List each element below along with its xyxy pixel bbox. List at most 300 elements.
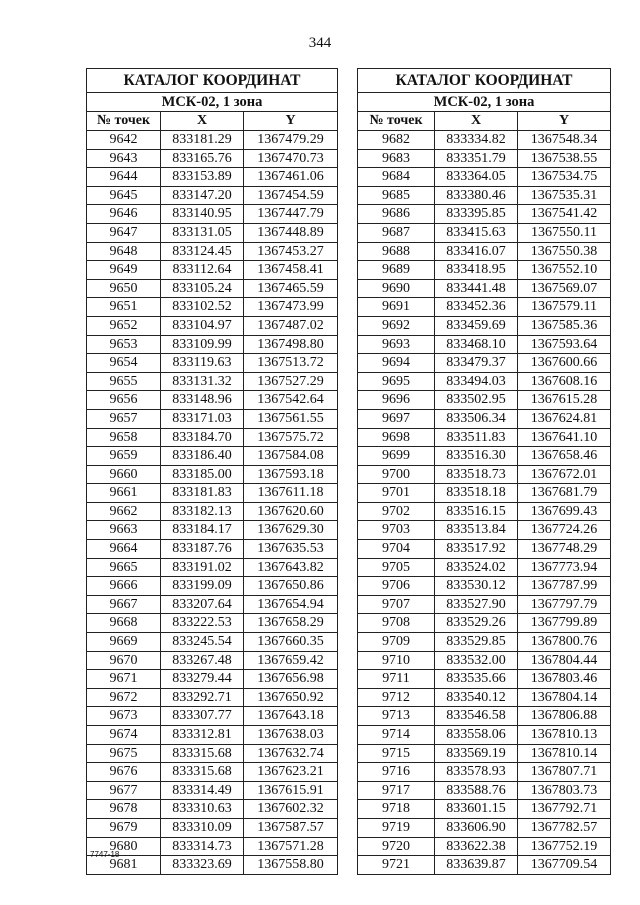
table-row bbox=[358, 781, 611, 800]
x-coordinate-cell: 833524.02 bbox=[435, 558, 518, 577]
point-number-cell: 9647 bbox=[87, 223, 161, 242]
y-coordinate-cell: 1367658.46 bbox=[518, 447, 611, 466]
point-number-cell: 9649 bbox=[87, 261, 161, 280]
point-number-cell: 9691 bbox=[358, 298, 435, 317]
y-coordinate-cell: 1367797.79 bbox=[518, 595, 611, 614]
x-coordinate-cell: 833102.52 bbox=[161, 298, 244, 317]
x-coordinate-cell: 833222.53 bbox=[161, 614, 244, 633]
point-number-cell: 9709 bbox=[358, 633, 435, 652]
table-row bbox=[87, 818, 338, 837]
table-row bbox=[358, 502, 611, 521]
x-coordinate-cell: 833452.36 bbox=[435, 298, 518, 317]
point-number-cell: 9721 bbox=[358, 856, 435, 875]
table-row bbox=[87, 261, 338, 280]
y-coordinate-cell: 1367479.29 bbox=[244, 131, 338, 150]
point-number-cell: 9702 bbox=[358, 502, 435, 521]
x-coordinate-cell: 833181.83 bbox=[161, 484, 244, 503]
table-row bbox=[87, 614, 338, 633]
y-coordinate-cell: 1367650.92 bbox=[244, 688, 338, 707]
table-row bbox=[87, 186, 338, 205]
y-coordinate-cell: 1367534.75 bbox=[518, 168, 611, 187]
table-row bbox=[358, 168, 611, 187]
y-coordinate-cell: 1367487.02 bbox=[244, 316, 338, 335]
x-coordinate-cell: 833187.76 bbox=[161, 540, 244, 559]
y-coordinate-cell: 1367672.01 bbox=[518, 465, 611, 484]
table-row bbox=[87, 633, 338, 652]
point-number-cell: 9675 bbox=[87, 744, 161, 763]
table-row bbox=[87, 856, 338, 875]
point-number-cell: 9674 bbox=[87, 726, 161, 745]
y-coordinate-cell: 1367538.55 bbox=[518, 149, 611, 168]
y-coordinate-cell: 1367659.42 bbox=[244, 651, 338, 670]
y-coordinate-cell: 1367699.43 bbox=[518, 502, 611, 521]
x-coordinate-cell: 833513.84 bbox=[435, 521, 518, 540]
x-coordinate-cell: 833315.68 bbox=[161, 763, 244, 782]
table-row bbox=[87, 335, 338, 354]
x-coordinate-cell: 833310.09 bbox=[161, 818, 244, 837]
x-coordinate-cell: 833418.95 bbox=[435, 261, 518, 280]
y-coordinate-cell: 1367561.55 bbox=[244, 409, 338, 428]
table-row bbox=[87, 279, 338, 298]
table-row bbox=[358, 447, 611, 466]
y-coordinate-cell: 1367641.10 bbox=[518, 428, 611, 447]
table-row bbox=[358, 818, 611, 837]
x-coordinate-cell: 833181.29 bbox=[161, 131, 244, 150]
point-number-cell: 9690 bbox=[358, 279, 435, 298]
point-number-cell: 9653 bbox=[87, 335, 161, 354]
table-row bbox=[87, 726, 338, 745]
point-number-cell: 9719 bbox=[358, 818, 435, 837]
table-row bbox=[87, 428, 338, 447]
y-coordinate-cell: 1367804.44 bbox=[518, 651, 611, 670]
point-number-cell: 9701 bbox=[358, 484, 435, 503]
table-row bbox=[87, 465, 338, 484]
y-coordinate-cell: 1367585.36 bbox=[518, 316, 611, 335]
table-row bbox=[87, 502, 338, 521]
point-number-cell: 9679 bbox=[87, 818, 161, 837]
point-number-cell: 9704 bbox=[358, 540, 435, 559]
point-number-cell: 9642 bbox=[87, 131, 161, 150]
point-number-cell: 9666 bbox=[87, 577, 161, 596]
point-number-cell: 9696 bbox=[358, 391, 435, 410]
table-row bbox=[358, 279, 611, 298]
point-number-cell: 9665 bbox=[87, 558, 161, 577]
x-coordinate-cell: 833558.06 bbox=[435, 726, 518, 745]
table-row bbox=[87, 484, 338, 503]
table-row bbox=[87, 707, 338, 726]
y-coordinate-cell: 1367550.38 bbox=[518, 242, 611, 261]
x-coordinate-cell: 833606.90 bbox=[435, 818, 518, 837]
x-coordinate-cell: 833131.05 bbox=[161, 223, 244, 242]
table-row bbox=[87, 447, 338, 466]
y-coordinate-cell: 1367752.19 bbox=[518, 837, 611, 856]
x-coordinate-cell: 833622.38 bbox=[435, 837, 518, 856]
point-number-cell: 9689 bbox=[358, 261, 435, 280]
x-coordinate-cell: 833314.49 bbox=[161, 781, 244, 800]
y-coordinate-cell: 1367681.79 bbox=[518, 484, 611, 503]
x-coordinate-cell: 833578.93 bbox=[435, 763, 518, 782]
table-row bbox=[87, 205, 338, 224]
point-number-cell: 9715 bbox=[358, 744, 435, 763]
table-row bbox=[358, 577, 611, 596]
y-coordinate-cell: 1367600.66 bbox=[518, 354, 611, 373]
x-coordinate-cell: 833529.26 bbox=[435, 614, 518, 633]
table-row bbox=[358, 242, 611, 261]
point-number-cell: 9645 bbox=[87, 186, 161, 205]
y-coordinate-cell: 1367465.59 bbox=[244, 279, 338, 298]
point-number-cell: 9644 bbox=[87, 168, 161, 187]
y-coordinate-cell: 1367773.94 bbox=[518, 558, 611, 577]
x-coordinate-cell: 833601.15 bbox=[435, 800, 518, 819]
point-number-cell: 9648 bbox=[87, 242, 161, 261]
x-coordinate-cell: 833441.48 bbox=[435, 279, 518, 298]
y-coordinate-cell: 1367615.91 bbox=[244, 781, 338, 800]
x-coordinate-cell: 833516.30 bbox=[435, 447, 518, 466]
table-row bbox=[87, 577, 338, 596]
x-coordinate-cell: 833518.73 bbox=[435, 465, 518, 484]
y-coordinate-cell: 1367792.71 bbox=[518, 800, 611, 819]
x-coordinate-cell: 833171.03 bbox=[161, 409, 244, 428]
y-coordinate-cell: 1367541.42 bbox=[518, 205, 611, 224]
x-coordinate-cell: 833588.76 bbox=[435, 781, 518, 800]
table-row bbox=[358, 744, 611, 763]
y-coordinate-cell: 1367453.27 bbox=[244, 242, 338, 261]
x-coordinate-cell: 833323.69 bbox=[161, 856, 244, 875]
point-number-cell: 9716 bbox=[358, 763, 435, 782]
table-row bbox=[358, 372, 611, 391]
table-row bbox=[87, 521, 338, 540]
y-coordinate-cell: 1367542.64 bbox=[244, 391, 338, 410]
table-row bbox=[87, 558, 338, 577]
table-row bbox=[87, 242, 338, 261]
table-row bbox=[87, 372, 338, 391]
table-row bbox=[87, 837, 338, 856]
table-row bbox=[358, 261, 611, 280]
point-number-cell: 9669 bbox=[87, 633, 161, 652]
table-row bbox=[358, 800, 611, 819]
y-coordinate-cell: 1367602.32 bbox=[244, 800, 338, 819]
x-coordinate-cell: 833140.95 bbox=[161, 205, 244, 224]
x-coordinate-cell: 833518.18 bbox=[435, 484, 518, 503]
y-coordinate-cell: 1367810.14 bbox=[518, 744, 611, 763]
point-number-cell: 9688 bbox=[358, 242, 435, 261]
point-number-cell: 9684 bbox=[358, 168, 435, 187]
table-row bbox=[358, 707, 611, 726]
point-number-cell: 9708 bbox=[358, 614, 435, 633]
y-coordinate-cell: 1367473.99 bbox=[244, 298, 338, 317]
point-number-cell: 9681 bbox=[87, 856, 161, 875]
y-coordinate-cell: 1367458.41 bbox=[244, 261, 338, 280]
y-coordinate-cell: 1367782.57 bbox=[518, 818, 611, 837]
table-row bbox=[358, 131, 611, 150]
table-row bbox=[358, 633, 611, 652]
x-coordinate-cell: 833494.03 bbox=[435, 372, 518, 391]
y-coordinate-cell: 1367498.80 bbox=[244, 335, 338, 354]
point-number-cell: 9687 bbox=[358, 223, 435, 242]
point-number-cell: 9672 bbox=[87, 688, 161, 707]
table-row bbox=[358, 316, 611, 335]
coordinate-catalog-left bbox=[86, 68, 338, 875]
point-number-cell: 9677 bbox=[87, 781, 161, 800]
y-coordinate-cell: 1367535.31 bbox=[518, 186, 611, 205]
point-number-cell: 9656 bbox=[87, 391, 161, 410]
x-coordinate-cell: 833245.54 bbox=[161, 633, 244, 652]
catalog-title: КАТАЛОГ КООРДИНАТ bbox=[358, 69, 611, 93]
table-row bbox=[358, 149, 611, 168]
table-row bbox=[358, 428, 611, 447]
point-number-cell: 9643 bbox=[87, 149, 161, 168]
table-row bbox=[358, 409, 611, 428]
x-coordinate-cell: 833532.00 bbox=[435, 651, 518, 670]
y-coordinate-cell: 1367724.26 bbox=[518, 521, 611, 540]
x-coordinate-cell: 833314.73 bbox=[161, 837, 244, 856]
table-row bbox=[87, 540, 338, 559]
y-coordinate-cell: 1367569.07 bbox=[518, 279, 611, 298]
table-row bbox=[358, 186, 611, 205]
catalog-zone: МСК-02, 1 зона bbox=[358, 93, 611, 112]
x-coordinate-cell: 833535.66 bbox=[435, 670, 518, 689]
table-row bbox=[358, 298, 611, 317]
y-coordinate-cell: 1367558.80 bbox=[244, 856, 338, 875]
x-coordinate-cell: 833517.92 bbox=[435, 540, 518, 559]
x-coordinate-cell: 833310.63 bbox=[161, 800, 244, 819]
table-row bbox=[358, 223, 611, 242]
y-coordinate-cell: 1367611.18 bbox=[244, 484, 338, 503]
x-coordinate-cell: 833184.70 bbox=[161, 428, 244, 447]
x-coordinate-cell: 833279.44 bbox=[161, 670, 244, 689]
table-row bbox=[358, 726, 611, 745]
point-number-cell: 9654 bbox=[87, 354, 161, 373]
point-number-cell: 9694 bbox=[358, 354, 435, 373]
point-number-cell: 9703 bbox=[358, 521, 435, 540]
point-number-cell: 9692 bbox=[358, 316, 435, 335]
point-number-cell: 9705 bbox=[358, 558, 435, 577]
point-number-cell: 9651 bbox=[87, 298, 161, 317]
y-coordinate-cell: 1367643.18 bbox=[244, 707, 338, 726]
point-number-cell: 9680 bbox=[87, 837, 161, 856]
x-coordinate-cell: 833516.15 bbox=[435, 502, 518, 521]
x-coordinate-cell: 833184.17 bbox=[161, 521, 244, 540]
x-coordinate-cell: 833109.99 bbox=[161, 335, 244, 354]
point-number-cell: 9695 bbox=[358, 372, 435, 391]
x-coordinate-cell: 833165.76 bbox=[161, 149, 244, 168]
table-row bbox=[358, 205, 611, 224]
table-row bbox=[358, 354, 611, 373]
point-number-cell: 9720 bbox=[358, 837, 435, 856]
x-coordinate-cell: 833546.58 bbox=[435, 707, 518, 726]
table-row bbox=[358, 856, 611, 875]
y-coordinate-cell: 1367593.64 bbox=[518, 335, 611, 354]
point-number-cell: 9686 bbox=[358, 205, 435, 224]
y-coordinate-cell: 1367748.29 bbox=[518, 540, 611, 559]
point-number-cell: 9712 bbox=[358, 688, 435, 707]
y-coordinate-cell: 1367643.82 bbox=[244, 558, 338, 577]
y-coordinate-cell: 1367624.81 bbox=[518, 409, 611, 428]
table-row bbox=[87, 744, 338, 763]
x-coordinate-cell: 833315.68 bbox=[161, 744, 244, 763]
column-header-point: № точек bbox=[87, 112, 161, 131]
point-number-cell: 9646 bbox=[87, 205, 161, 224]
y-coordinate-cell: 1367608.16 bbox=[518, 372, 611, 391]
table-row bbox=[87, 670, 338, 689]
table-row bbox=[87, 688, 338, 707]
point-number-cell: 9699 bbox=[358, 447, 435, 466]
table-row bbox=[358, 521, 611, 540]
page-number: 344 bbox=[308, 35, 332, 51]
point-number-cell: 9713 bbox=[358, 707, 435, 726]
y-coordinate-cell: 1367806.88 bbox=[518, 707, 611, 726]
catalog-title: КАТАЛОГ КООРДИНАТ bbox=[87, 69, 338, 93]
y-coordinate-cell: 1367803.46 bbox=[518, 670, 611, 689]
table-row bbox=[87, 595, 338, 614]
point-number-cell: 9650 bbox=[87, 279, 161, 298]
point-number-cell: 9697 bbox=[358, 409, 435, 428]
point-number-cell: 9685 bbox=[358, 186, 435, 205]
point-number-cell: 9661 bbox=[87, 484, 161, 503]
x-coordinate-cell: 833182.13 bbox=[161, 502, 244, 521]
table-row bbox=[358, 651, 611, 670]
point-number-cell: 9671 bbox=[87, 670, 161, 689]
point-number-cell: 9706 bbox=[358, 577, 435, 596]
x-coordinate-cell: 833112.64 bbox=[161, 261, 244, 280]
x-coordinate-cell: 833540.12 bbox=[435, 688, 518, 707]
y-coordinate-cell: 1367632.74 bbox=[244, 744, 338, 763]
point-number-cell: 9710 bbox=[358, 651, 435, 670]
y-coordinate-cell: 1367804.14 bbox=[518, 688, 611, 707]
y-coordinate-cell: 1367807.71 bbox=[518, 763, 611, 782]
x-coordinate-cell: 833530.12 bbox=[435, 577, 518, 596]
x-coordinate-cell: 833569.19 bbox=[435, 744, 518, 763]
x-coordinate-cell: 833105.24 bbox=[161, 279, 244, 298]
x-coordinate-cell: 833395.85 bbox=[435, 205, 518, 224]
x-coordinate-cell: 833124.45 bbox=[161, 242, 244, 261]
table-row bbox=[87, 149, 338, 168]
point-number-cell: 9658 bbox=[87, 428, 161, 447]
table-row bbox=[87, 763, 338, 782]
point-number-cell: 9711 bbox=[358, 670, 435, 689]
x-coordinate-cell: 833351.79 bbox=[435, 149, 518, 168]
point-number-cell: 9667 bbox=[87, 595, 161, 614]
column-header-y: Y bbox=[244, 112, 338, 131]
x-coordinate-cell: 833479.37 bbox=[435, 354, 518, 373]
x-coordinate-cell: 833191.02 bbox=[161, 558, 244, 577]
x-coordinate-cell: 833147.20 bbox=[161, 186, 244, 205]
x-coordinate-cell: 833415.63 bbox=[435, 223, 518, 242]
point-number-cell: 9718 bbox=[358, 800, 435, 819]
catalog-zone: МСК-02, 1 зона bbox=[87, 93, 338, 112]
x-coordinate-cell: 833153.89 bbox=[161, 168, 244, 187]
table-row bbox=[358, 763, 611, 782]
point-number-cell: 9698 bbox=[358, 428, 435, 447]
x-coordinate-cell: 833639.87 bbox=[435, 856, 518, 875]
point-number-cell: 9664 bbox=[87, 540, 161, 559]
y-coordinate-cell: 1367629.30 bbox=[244, 521, 338, 540]
table-row bbox=[358, 335, 611, 354]
table-row bbox=[358, 595, 611, 614]
point-number-cell: 9714 bbox=[358, 726, 435, 745]
y-coordinate-cell: 1367635.53 bbox=[244, 540, 338, 559]
x-coordinate-cell: 833527.90 bbox=[435, 595, 518, 614]
x-coordinate-cell: 833307.77 bbox=[161, 707, 244, 726]
x-coordinate-cell: 833104.97 bbox=[161, 316, 244, 335]
point-number-cell: 9678 bbox=[87, 800, 161, 819]
table-row bbox=[358, 391, 611, 410]
table-row bbox=[87, 298, 338, 317]
x-coordinate-cell: 833267.48 bbox=[161, 651, 244, 670]
y-coordinate-cell: 1367650.86 bbox=[244, 577, 338, 596]
y-coordinate-cell: 1367787.99 bbox=[518, 577, 611, 596]
coordinate-catalog-right bbox=[357, 68, 611, 875]
point-number-cell: 9700 bbox=[358, 465, 435, 484]
y-coordinate-cell: 1367461.06 bbox=[244, 168, 338, 187]
x-coordinate-cell: 833119.63 bbox=[161, 354, 244, 373]
table-row bbox=[358, 465, 611, 484]
x-coordinate-cell: 833529.85 bbox=[435, 633, 518, 652]
y-coordinate-cell: 1367548.34 bbox=[518, 131, 611, 150]
point-number-cell: 9657 bbox=[87, 409, 161, 428]
y-coordinate-cell: 1367447.79 bbox=[244, 205, 338, 224]
x-coordinate-cell: 833131.32 bbox=[161, 372, 244, 391]
column-header-point: № точек bbox=[358, 112, 435, 131]
point-number-cell: 9655 bbox=[87, 372, 161, 391]
table-row bbox=[87, 409, 338, 428]
table-row bbox=[358, 837, 611, 856]
x-coordinate-cell: 833468.10 bbox=[435, 335, 518, 354]
column-header-x: X bbox=[435, 112, 518, 131]
y-coordinate-cell: 1367800.76 bbox=[518, 633, 611, 652]
point-number-cell: 9670 bbox=[87, 651, 161, 670]
y-coordinate-cell: 1367552.10 bbox=[518, 261, 611, 280]
y-coordinate-cell: 1367709.54 bbox=[518, 856, 611, 875]
x-coordinate-cell: 833380.46 bbox=[435, 186, 518, 205]
point-number-cell: 9693 bbox=[358, 335, 435, 354]
y-coordinate-cell: 1367448.89 bbox=[244, 223, 338, 242]
point-number-cell: 9662 bbox=[87, 502, 161, 521]
column-header-x: X bbox=[161, 112, 244, 131]
x-coordinate-cell: 833292.71 bbox=[161, 688, 244, 707]
table-row bbox=[87, 651, 338, 670]
table-row bbox=[358, 558, 611, 577]
table-row bbox=[87, 354, 338, 373]
x-coordinate-cell: 833186.40 bbox=[161, 447, 244, 466]
point-number-cell: 9660 bbox=[87, 465, 161, 484]
table-row bbox=[87, 316, 338, 335]
y-coordinate-cell: 1367579.11 bbox=[518, 298, 611, 317]
y-coordinate-cell: 1367660.35 bbox=[244, 633, 338, 652]
y-coordinate-cell: 1367658.29 bbox=[244, 614, 338, 633]
y-coordinate-cell: 1367470.73 bbox=[244, 149, 338, 168]
point-number-cell: 9668 bbox=[87, 614, 161, 633]
table-row bbox=[87, 391, 338, 410]
y-coordinate-cell: 1367803.73 bbox=[518, 781, 611, 800]
y-coordinate-cell: 1367623.21 bbox=[244, 763, 338, 782]
y-coordinate-cell: 1367654.94 bbox=[244, 595, 338, 614]
table-row bbox=[87, 131, 338, 150]
x-coordinate-cell: 833148.96 bbox=[161, 391, 244, 410]
y-coordinate-cell: 1367620.60 bbox=[244, 502, 338, 521]
y-coordinate-cell: 1367513.72 bbox=[244, 354, 338, 373]
x-coordinate-cell: 833416.07 bbox=[435, 242, 518, 261]
point-number-cell: 9659 bbox=[87, 447, 161, 466]
table-row bbox=[358, 670, 611, 689]
point-number-cell: 9682 bbox=[358, 131, 435, 150]
x-coordinate-cell: 833312.81 bbox=[161, 726, 244, 745]
point-number-cell: 9676 bbox=[87, 763, 161, 782]
table-row bbox=[87, 781, 338, 800]
document-code: 7747-18 bbox=[90, 850, 120, 859]
point-number-cell: 9663 bbox=[87, 521, 161, 540]
point-number-cell: 9673 bbox=[87, 707, 161, 726]
